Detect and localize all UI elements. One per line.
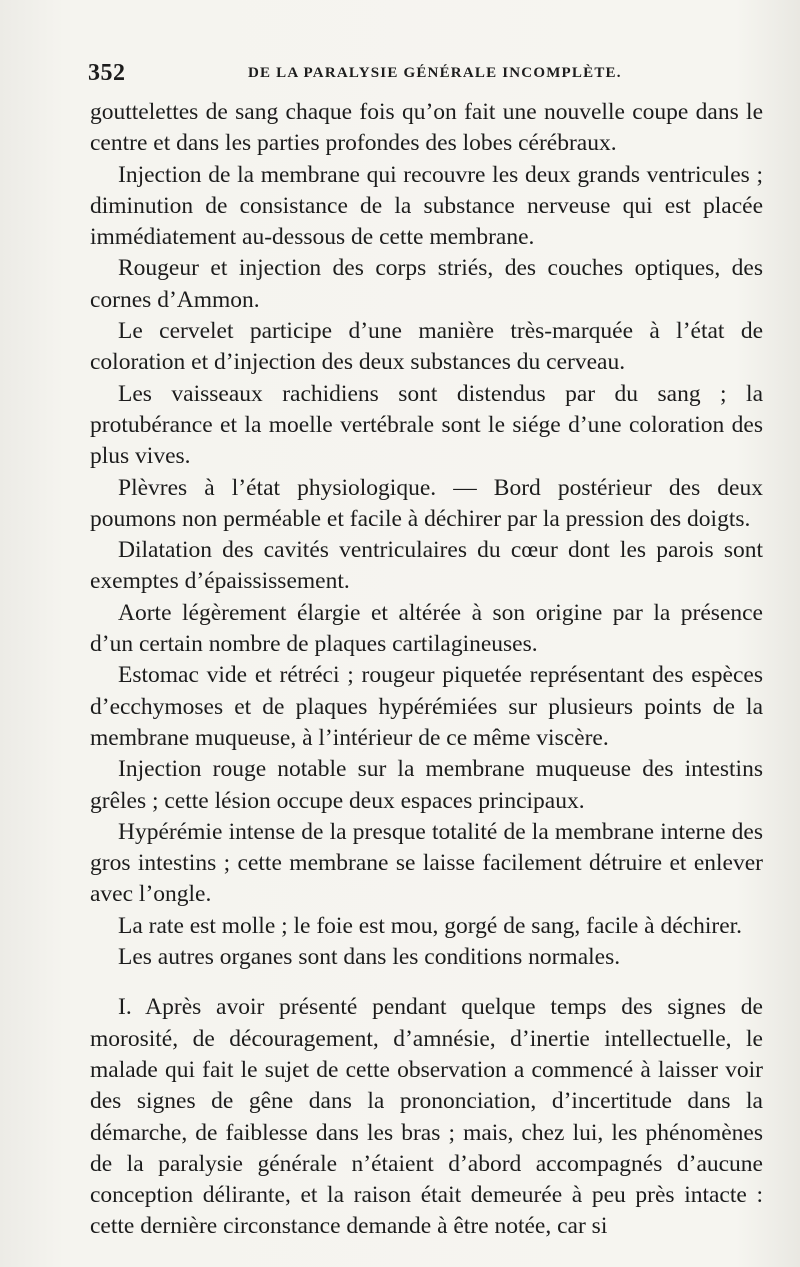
page-number: 352 — [88, 60, 126, 86]
paragraph-plevres: Plèvres à l’état physiologique. — Bord postérieur des deux poumons non perméable et facile à déchirer par la pression des doigts. — [90, 474, 763, 532]
paragraph-aorte: Aorte légèrement élargie et altérée à son origine par la présence d’un certain nombre de plaques cartilagineuses. — [90, 599, 763, 658]
paragraph-autres-organes: Les autres organes sont dans les conditions normales. — [118, 944, 621, 971]
paragraph-cervelet: Le cervelet participe d’une manière très-marquée à l’état de coloration et d’injection des deux substances du cerveau. — [90, 318, 763, 376]
running-head: DE LA PARALYSIE GÉNÉRALE INCOMPLÈTE. — [248, 65, 622, 81]
paragraph-vaisseaux-rachidiens: Les vaisseaux rachidiens sont distendus par du sang ; la protubérance et la moelle vertébrale sont le siége d’une coloration des plus vives. — [90, 380, 763, 470]
paragraph-intestins-greles: Injection rouge notable sur la membrane muqueuse des intestins grêles ; cette lésion occupe deux espaces principaux. — [90, 756, 763, 814]
body-text — [90, 97, 763, 1243]
paragraph-estomac: Estomac vide et rétréci ; rougeur piquetée représentant des espèces d’ecchymoses et de plaques hypérémiées sur plusieurs points de la membrane muqueuse, à l’intérieur de ce même viscère. — [90, 662, 763, 751]
section-gap — [90, 973, 763, 992]
paragraph-gros-intestins: Hypérémie intense de la presque totalité de la membrane interne des gros intestins ; cette membrane se laisse facilement détruire et enlever avec l’ongle. — [90, 818, 763, 908]
paragraph-continuation: gouttelettes de sang chaque fois qu’on fait une nouvelle coupe dans le centre et dans les parties profondes des lobes cérébraux. — [90, 99, 763, 157]
paragraph-section-i: I. Après avoir présenté pendant quelque temps des signes de morosité, de découragement, d’amnésie, d’inertie intellectuelle, le malade qui fait le sujet de cette observation a commencé à laisser voir des signes de gêne dans la prononciation, d’incertitude dans la démarche, de faiblesse dans les bras ; mais, chez lui, les phénomènes de la paralysie générale n’étaient d’abord accompagnés d’aucune conception délirante, et la raison était demeurée à peu près intacte : cette dernière circonstance demande à être notée, car si — [90, 994, 763, 1240]
paragraph-corps-stries: Rougeur et injection des corps striés, des couches optiques, des cornes d’Ammon. — [90, 255, 763, 313]
page-header — [88, 60, 763, 90]
paragraph-coeur: Dilatation des cavités ventriculaires du cœur dont les parois sont exemptes d’épaississement. — [90, 537, 763, 595]
paragraph-rate-foie: La rate est molle ; le foie est mou, gorgé de sang, facile à déchirer. — [118, 912, 743, 939]
paragraph-ventricles: Injection de la membrane qui recouvre les deux grands ventricules ; diminution de consistance de la substance nerveuse qui est placée immédiatement au-dessous de cette membrane. — [90, 161, 763, 251]
